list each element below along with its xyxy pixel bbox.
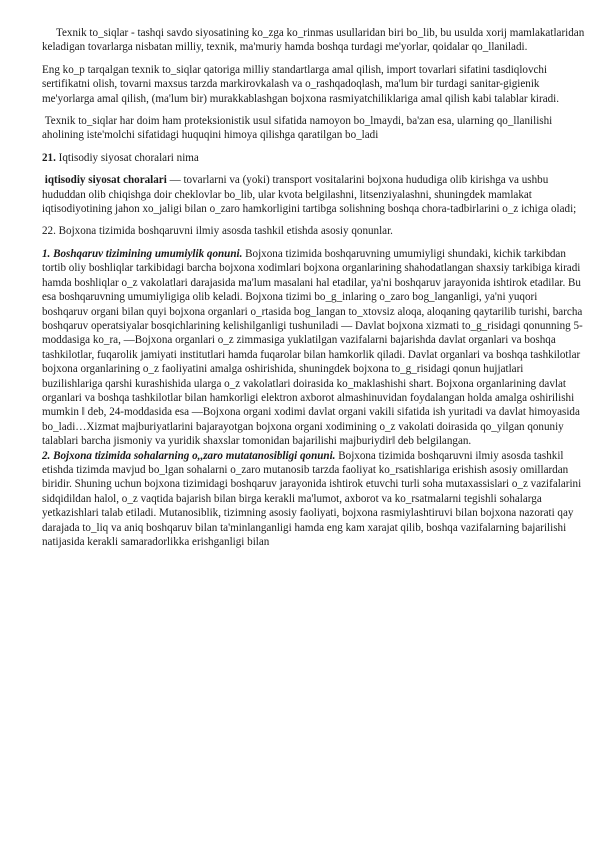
paragraph-barriers-protection — [42, 114, 585, 143]
paragraph-technical-barriers: Texnik to_siqlar - tashqi savdo siyosatining ko_zga ko_rinmas usullaridan biri bo_lib, bu usulda xorij mamlakatlaridan keladigan tovarlarga nisbatan milliy, texnik, ma'muriy hamda boshqa turdagi me'yorlar, qoidalar qo_llaniladi. — [42, 27, 585, 54]
section-1-title: 1. Boshqaruv tizimining umumiylik qonuni. — [42, 247, 243, 260]
question-21-text: Iqtisodiy siyosat choralari nima — [55, 151, 199, 164]
paragraph-economic-measures — [42, 173, 585, 216]
paragraph-common-barriers: Eng ko_p tarqalgan texnik to_siqlar qatoriga milliy standartlarga amal qilish, import tovarlari sifatini tasdiqlovchi sertifikatni olish, tovarni maxsus tarzda markirovkalash va o_rashqadoqlash, ma'lum bir turdagi sanitar-gigienik me'yorlarga amal qilish, (ma'lum bir) murakkablashgan bojxona rasmiyatchiliklariga amal qilish kabi talablar kiradi. — [42, 63, 560, 105]
question-21 — [42, 151, 585, 165]
paragraph-barriers-protection-text: Texnik to_siqlar har doim ham proteksionistik usul sifatida namoyon bo_lmaydi, ba'zan esa, ularning qo_llanilishi aholining iste'molchi sifatidagi huquqini himoya qilishga qaratilgan bo_ladi — [42, 115, 553, 142]
section-2-text: Bojxona tizimida boshqaruvni ilmiy asosda tashkil etishda tizimda mavjud bo_lgan sohalarni o_zaro mutanosib tarzda faoliyat ko_rsatishlariga erishish asosiy omillardan biridir. Shuning uchun bojxona tizimidagi boshqaruv jarayonida ishtirok etuvchi turli soha mutaxassislari o_z vazifalarini sidqidildan halol, o_z vaqtida bajarish bilan birga kerakli ma'lumot, axborot va ko_rsatmalarni tegishli sohalarga yetkazishlari talab etiladi. Mutanosiblik, tizimning asosiy faoliyati, bojxona rasmiylashtiruvi bilan bojxona nazorati qay darajada to_liq va aniq boshqaruv bilan ta'minlanganligi hamda eng kam xarajat qilib, boshqa vazifalarning bajarilishi natijasida kerakli samaradorlikka erishganligi bilan — [42, 449, 582, 548]
section-1 — [42, 247, 585, 449]
question-21-number: 21. — [42, 151, 56, 164]
section-2 — [42, 449, 585, 550]
section-2-title: 2. Bojxona tizimida sohalarning o,,zaro mutatanosibligi qonuni. — [42, 449, 336, 462]
economic-measures-text: — tovarlarni va (yoki) transport vositalarini bojxona hududiga olib kirishga va ushbu hududdan olib chiqishga doir cheklovlar bo_lib, ular kvota belgilashni, litsenziyalashni, shuningdek mamlakat iqtisodiyotining jahon xo_jaligi bilan o_zaro hamkorligini tartibga solishning boshqa chora-tadbirlarini o_z ichiga oladi; — [42, 174, 577, 216]
question-22: 22. Bojxona tizimida boshqaruvni ilmiy asosda tashkil etishda asosiy qonunlar. — [42, 225, 393, 238]
economic-measures-term: iqtisodiy siyosat choralari — [44, 174, 167, 187]
section-1-text: Bojxona tizimida boshqaruvning umumiyligi shundaki, kichik tarkibdan tortib oliy boshliqlar tarkibidagi barcha bojxona xodimlari bojxona organlarining shahodatlangan shaxsiy tarkibiga kiradi hamda boshliqlar o_z vakolatlari darajasida ma'lum masalani hal etadilar, ya'ni boshqaruv jarayonida ishtirok etadilar. Bu esa boshqaruvning umumiyligiga olib keladi. Bojxona tizimi bo_g_inlaring o_zaro bog_langanligi, ya'ni yuqori boshqaruv organi bilan quyi bojxona organlari o_rtasida bog_langan to_xtovsiz aloqa, aloqaning qaytarilib turishi, barcha boshqaruv operatsiyalar bosqichlarining kelishilganligi tushuniladi ― Davlat bojxona xizmati to_g_risidagi qonunning 5-moddasiga ko_ra, ―Bojxona organlari o_z zimmasiga yuklatilgan vazifalarni bajarishda davlat organlari va boshqa tashkilotlar, fuqarolik jamiyati institutlari hamda fuqarolar bilan hamkorlik qiladi. Davlat organlari va boshqa tashkilotlar bojxona organlarining o_z faoliyatini amalga oshirishida, shuningdek bojxona to_g_risidagi qonun hujjatlari buzilishlariga qarshi kurashishida ularga o_z vakolatlari doirasida ko_maklashishi shart. Bojxona organlarining davlat organlari va boshqa tashkilotlar bilan hamkorligi elektron axborot almashinuvidan foydalangan holda amalga oshirilishi mumkin ‖ deb, 24-moddasida esa ―Bojxona organi xodimi davlat organi vakili sifatida ish yuritadi va davlat himoyasida bo_ladi…Xizmat majburiyatlarini bajarayotgan bojxona organi xodimining o_z vakolati doirasida qo_yilgan qonuniy talablari barcha jismoniy va yuridik shaxslar tomonidan bajarilishi majburiydir‖ deb belgilangan. — [42, 247, 583, 448]
